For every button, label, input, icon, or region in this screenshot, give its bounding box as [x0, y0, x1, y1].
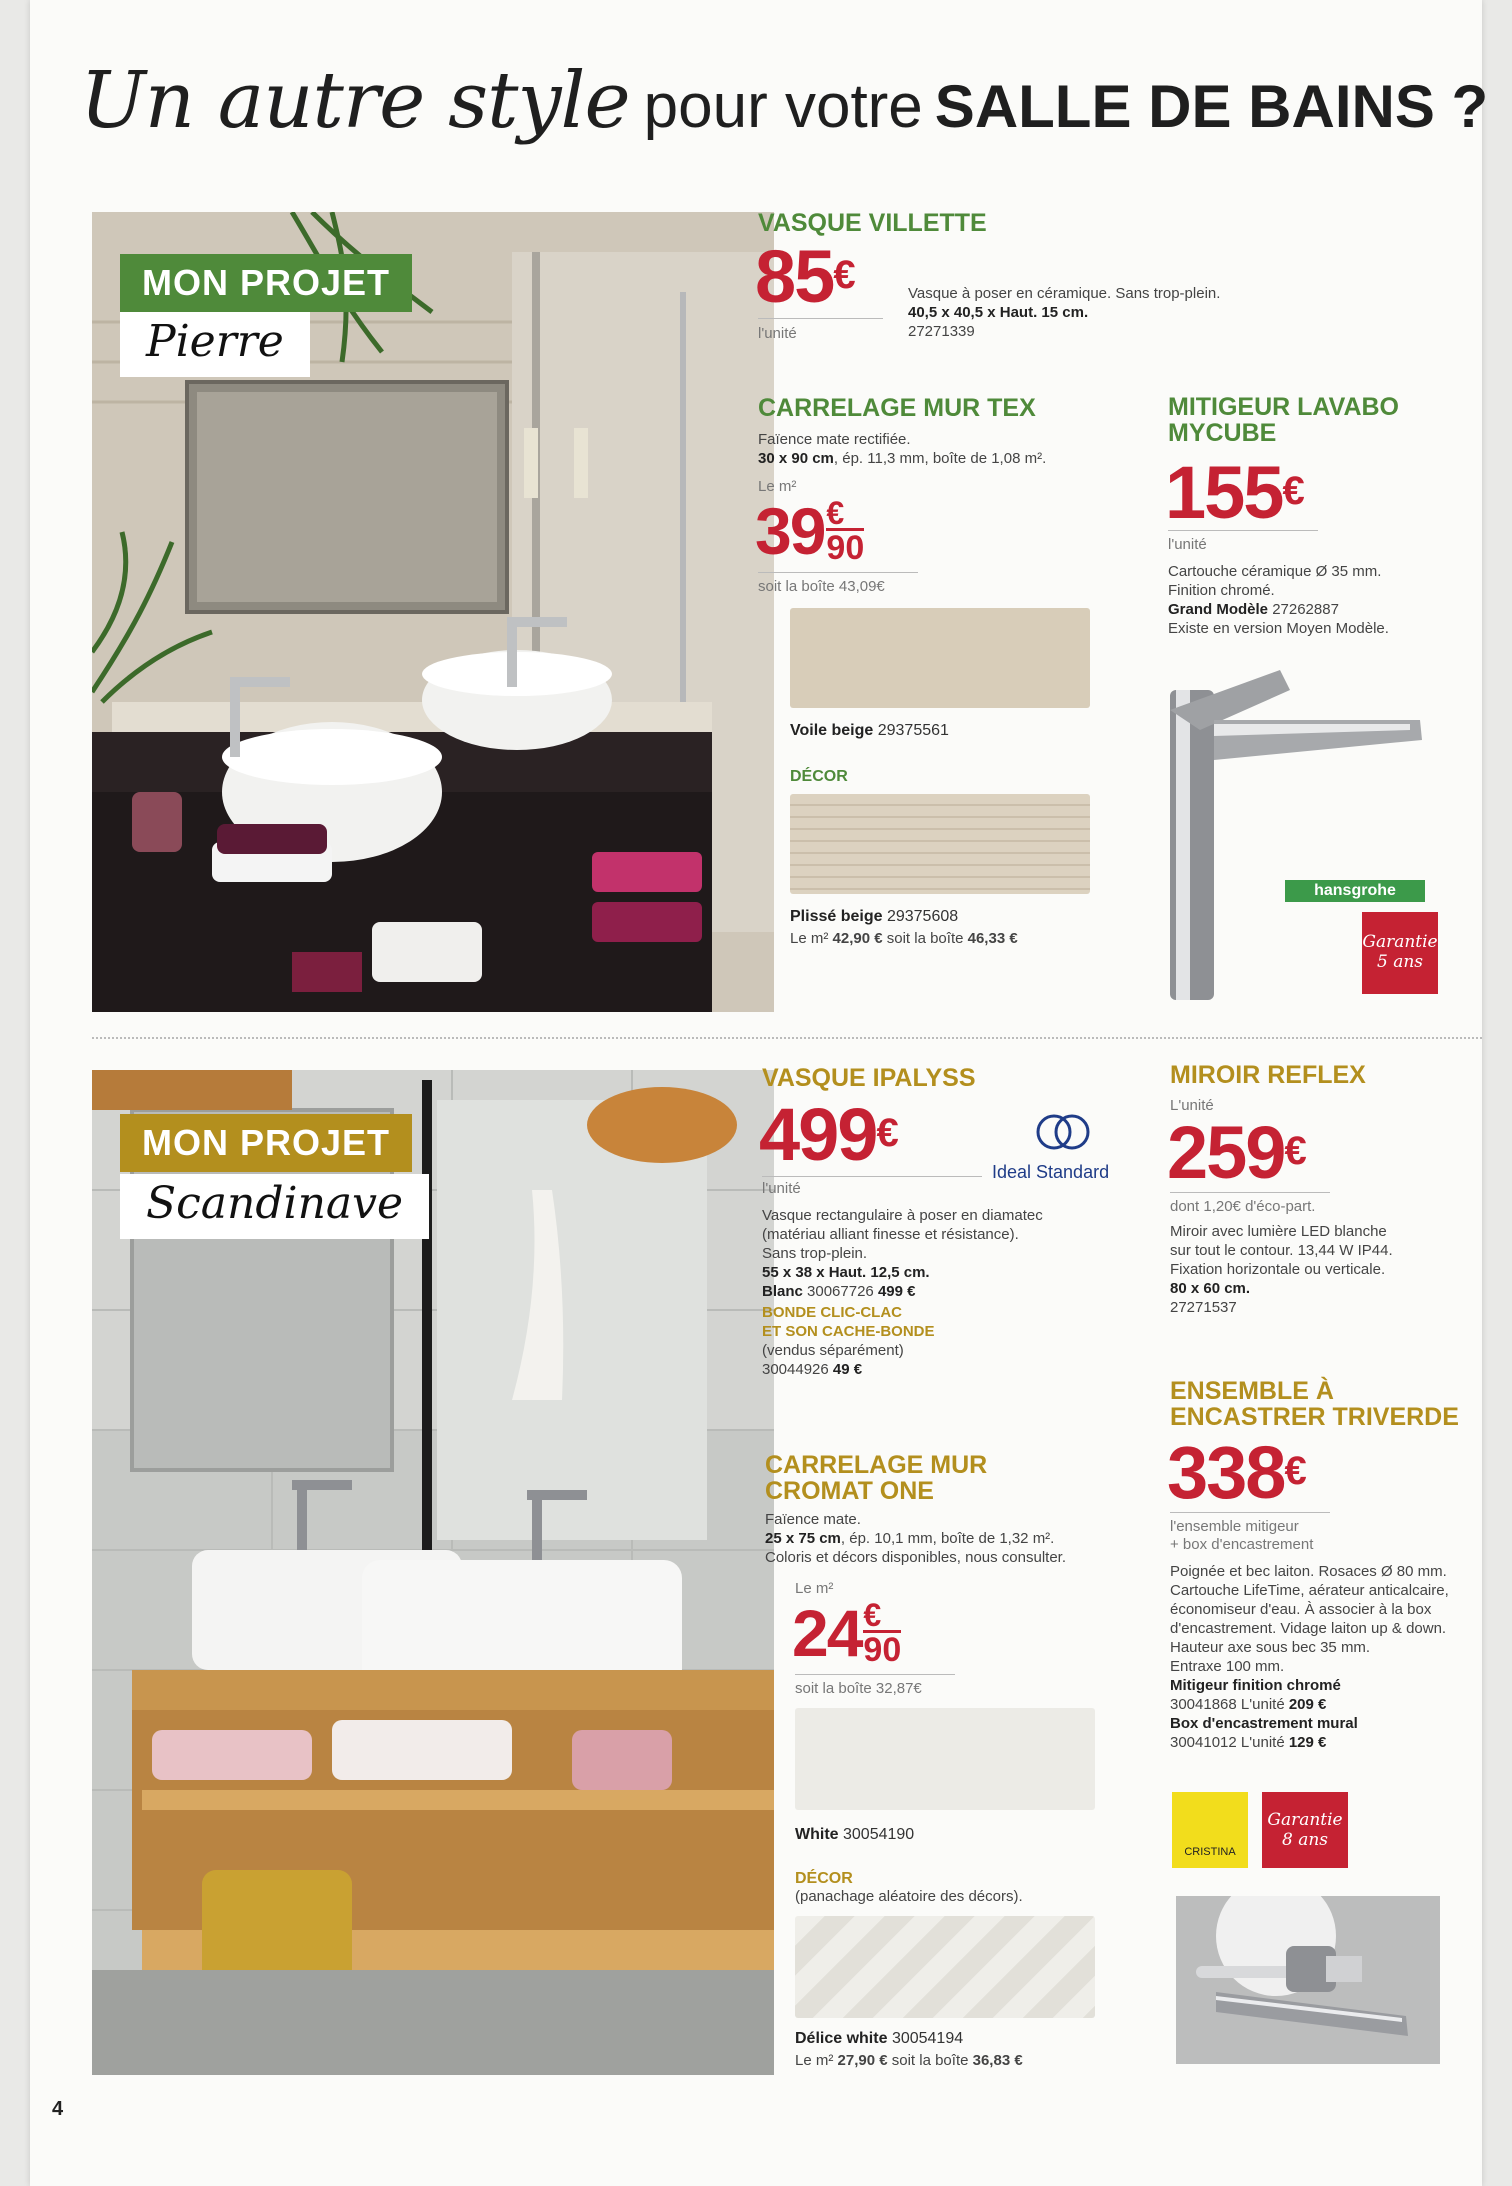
ensemble-triverde-price-value: 338 — [1167, 1431, 1285, 1514]
vasque-ipalyss-currency: € — [876, 1111, 897, 1155]
guarantee-5-text: Garantie 5 ans — [1362, 932, 1438, 972]
miroir-reflex-desc2: sur tout le contour. 13,44 W IP44. — [1170, 1242, 1393, 1259]
project-pierre-banner: MON PROJET — [120, 254, 412, 312]
vasque-villette-dimensions: 40,5 x 40,5 x Haut. 15 cm. — [908, 304, 1089, 321]
bonde-ref: 30044926 — [762, 1361, 829, 1378]
project-scandinave-banner: MON PROJET — [120, 1114, 412, 1172]
title-bold: SALLE DE BAINS ? — [934, 73, 1489, 140]
vasque-ipalyss-ref: 30067726 — [807, 1283, 874, 1300]
tile-delice-white-swatch — [795, 1916, 1095, 2018]
miroir-reflex-separator — [1170, 1192, 1330, 1193]
ensemble-triverde-desc10 — [1170, 1733, 1490, 1752]
tile-delice-white-box-price: 36,83 € — [972, 2052, 1023, 2069]
page-number: 4 — [52, 2098, 64, 2120]
miroir-reflex-desc — [1170, 1222, 1470, 1317]
carrelage-tex-cents: 90 — [826, 529, 865, 567]
vasque-ipalyss-desc5 — [762, 1282, 1122, 1301]
cristina-logo-text: CRISTINA — [1184, 1846, 1236, 1858]
tile-delice-white-price — [795, 2052, 1023, 2069]
carrelage-cromat-size-rest: , ép. 10,1 mm, boîte de 1,32 m². — [840, 1530, 1055, 1547]
ideal-standard-logo-icon — [1030, 1110, 1096, 1154]
vasque-ipalyss-desc1: Vasque rectangulaire à poser en diamatec — [762, 1207, 1043, 1224]
ensemble-mitigeur-label: Mitigeur finition chromé — [1170, 1677, 1341, 1694]
vasque-villette-desc — [908, 284, 1288, 341]
tile-plisse-beige-per-m2: Le m² — [790, 930, 829, 947]
cristina-logo — [1172, 1792, 1248, 1868]
carrelage-tex-desc — [758, 430, 1118, 468]
tile-plisse-beige-swatch — [790, 794, 1090, 894]
miroir-reflex-currency: € — [1284, 1129, 1305, 1173]
ensemble-triverde-desc5: Hauteur axe sous bec 35 mm. — [1170, 1639, 1371, 1656]
tile-delice-white-per-m2: Le m² — [795, 2052, 834, 2069]
carrelage-cromat-size: 25 x 75 cm — [765, 1530, 841, 1547]
carrelage-cromat-desc1: Faïence mate. — [765, 1511, 861, 1528]
hansgrohe-logo: hansgrohe — [1285, 880, 1425, 902]
carrelage-tex-price-cents-block — [826, 495, 865, 567]
miroir-reflex-desc3: Fixation horizontale ou verticale. — [1170, 1261, 1386, 1278]
miroir-reflex-unit: L'unité — [1170, 1097, 1214, 1114]
bonde-line3: (vendus séparément) — [762, 1342, 904, 1359]
tile-plisse-beige-name: Plissé beige — [790, 908, 883, 925]
project-pierre-photo — [92, 212, 774, 1012]
vasque-ipalyss-desc4 — [762, 1263, 1122, 1282]
ensemble-box-unit: L'unité — [1240, 1734, 1285, 1751]
carrelage-tex-price — [755, 494, 865, 568]
carrelage-cromat-title: CARRELAGE MUR CROMAT ONE — [765, 1451, 988, 1505]
vasque-villette-ref: 27271339 — [908, 323, 975, 340]
carrelage-cromat-currency: € — [863, 1597, 882, 1633]
ensemble-mitigeur-unit: L'unité — [1240, 1696, 1285, 1713]
carrelage-tex-separator — [758, 572, 918, 573]
carrelage-cromat-price-int: 24 — [792, 1596, 862, 1670]
mitigeur-mycube-price-value: 155 — [1165, 451, 1283, 534]
carrelage-tex-size-rest: , ép. 11,3 mm, boîte de 1,08 m². — [833, 450, 1047, 467]
tile-white-name: White — [795, 1826, 839, 1843]
ideal-standard-brand: Ideal Standard — [992, 1162, 1110, 1182]
tile-white-swatch — [795, 1708, 1095, 1810]
carrelage-cromat-cents: 90 — [863, 1631, 902, 1669]
ensemble-triverde-unit — [1170, 1518, 1313, 1554]
carrelage-tex-per-m2: Le m² — [758, 478, 797, 495]
ensemble-triverde-desc1: Poignée et bec laiton. Rosaces Ø 80 mm. — [1170, 1563, 1447, 1580]
carrelage-cromat-separator — [795, 1674, 955, 1675]
vasque-ipalyss-title: VASQUE IPALYSS — [762, 1064, 976, 1092]
guarantee-8-badge — [1262, 1792, 1348, 1868]
ensemble-triverde-desc3: économiseur d'eau. À associer à la box — [1170, 1601, 1432, 1618]
vasque-ipalyss-desc3: Sans trop-plein. — [762, 1245, 868, 1262]
tile-white-label — [795, 1826, 914, 1844]
vasque-ipalyss-unit: l'unité — [762, 1180, 801, 1197]
tile-plisse-beige-m2-price: 42,90 € — [832, 930, 883, 947]
guarantee-5-badge — [1362, 912, 1438, 994]
tile-voile-beige-ref: 29375561 — [877, 722, 949, 739]
tile-delice-white-m2-price: 27,90 € — [837, 2052, 888, 2069]
tile-delice-white-name: Délice white — [795, 2030, 888, 2047]
carrelage-tex-decor-label: DÉCOR — [790, 768, 848, 785]
miroir-reflex-desc4 — [1170, 1279, 1470, 1298]
vasque-villette-separator — [758, 318, 883, 319]
carrelage-cromat-price-cents-block — [863, 1597, 902, 1669]
catalog-page — [30, 0, 1489, 2186]
tile-delice-white-ref: 30054194 — [891, 2030, 964, 2047]
ensemble-triverde-title: ENSEMBLE À ENCASTRER TRIVERDE — [1170, 1377, 1459, 1431]
tile-delice-white-label — [795, 2030, 963, 2048]
vasque-villette-desc1: Vasque à poser en céramique. Sans trop-plein. — [908, 285, 1221, 302]
carrelage-cromat-price — [792, 1596, 902, 1670]
project-scandinave-subtitle: Scandinave — [120, 1174, 429, 1239]
vasque-ipalyss-dimensions: 55 x 38 x Haut. 12,5 cm. — [762, 1264, 930, 1281]
carrelage-cromat-decor-label: DÉCOR — [795, 1870, 853, 1887]
vasque-ipalyss-ref-price: 499 € — [877, 1283, 916, 1300]
miroir-reflex-price-value: 259 — [1167, 1111, 1285, 1194]
ensemble-mitigeur-ref: 30041868 — [1170, 1696, 1237, 1713]
ensemble-mitigeur-price: 209 € — [1288, 1696, 1327, 1713]
ensemble-triverde-desc6: Entraxe 100 mm. — [1170, 1658, 1285, 1675]
project-scandinave-photo — [92, 1070, 774, 2075]
section-divider — [92, 1037, 1482, 1039]
carrelage-tex-currency: € — [826, 495, 845, 531]
carrelage-tex-size: 30 x 90 cm — [758, 450, 834, 467]
ensemble-triverde-desc9 — [1170, 1714, 1490, 1733]
vasque-ipalyss-separator — [762, 1176, 982, 1177]
tile-plisse-beige-ref: 29375608 — [886, 908, 959, 925]
vasque-ipalyss-price-value: 499 — [759, 1093, 877, 1176]
carrelage-tex-desc1: Faïence mate rectifiée. — [758, 431, 911, 448]
mitigeur-mycube-model: Grand Modèle — [1168, 601, 1269, 618]
miroir-reflex-size: 80 x 60 cm. — [1170, 1280, 1251, 1297]
miroir-reflex-eco: dont 1,20€ d'éco-part. — [1170, 1198, 1316, 1215]
bonde-line4 — [762, 1360, 1122, 1379]
ensemble-triverde-unit2: + box d'encastrement — [1170, 1536, 1314, 1553]
mitigeur-mycube-desc3 — [1168, 600, 1468, 619]
mitigeur-mycube-currency: € — [1282, 469, 1303, 513]
carrelage-cromat-desc3: Coloris et décors disponibles, nous consulter. — [765, 1549, 1066, 1566]
mitigeur-mycube-desc1: Cartouche céramique Ø 35 mm. — [1168, 563, 1382, 580]
mitigeur-mycube-separator — [1168, 530, 1318, 531]
carrelage-tex-box-price: soit la boîte 43,09€ — [758, 578, 885, 595]
ensemble-box-label: Box d'encastrement mural — [1170, 1715, 1358, 1732]
title-script: Un autre style — [80, 56, 630, 146]
mitigeur-mycube-desc — [1168, 562, 1468, 638]
tile-voile-beige-label — [790, 722, 949, 740]
vasque-villette-unit: l'unité — [758, 325, 797, 342]
bonde-line1: BONDE CLIC-CLAC — [762, 1304, 902, 1321]
tile-plisse-beige-label — [790, 908, 958, 926]
mitigeur-mycube-price — [1165, 451, 1303, 534]
vasque-ipalyss-price — [759, 1093, 897, 1176]
tile-plisse-beige-soit: soit la boîte — [886, 930, 964, 947]
vasque-villette-price — [755, 235, 854, 318]
vasque-ipalyss-desc2: (matériau alliant finesse et résistance). — [762, 1226, 1019, 1243]
tile-plisse-beige-price — [790, 930, 1018, 947]
miroir-reflex-desc1: Miroir avec lumière LED blanche — [1170, 1223, 1387, 1240]
ensemble-box-price: 129 € — [1288, 1734, 1327, 1751]
ensemble-triverde-desc4: d'encastrement. Vidage laiton up & down. — [1170, 1620, 1447, 1637]
ensemble-triverde-desc8 — [1170, 1695, 1490, 1714]
ensemble-triverde-price — [1167, 1431, 1305, 1514]
page-title — [80, 56, 1488, 146]
bonde-line2: ET SON CACHE-BONDE — [762, 1323, 935, 1340]
carrelage-tex-price-int: 39 — [755, 494, 825, 568]
carrelage-cromat-box-price: soit la boîte 32,87€ — [795, 1680, 922, 1697]
bonde-price: 49 € — [832, 1361, 863, 1378]
mitigeur-mycube-desc2: Finition chromé. — [1168, 582, 1275, 599]
carrelage-tex-title: CARRELAGE MUR TEX — [758, 394, 1036, 422]
vasque-villette-title: VASQUE VILLETTE — [758, 209, 987, 237]
ensemble-box-ref: 30041012 — [1170, 1734, 1237, 1751]
ensemble-triverde-desc7 — [1170, 1676, 1490, 1695]
carrelage-cromat-desc — [765, 1510, 1135, 1567]
title-plain: pour votre — [643, 72, 923, 141]
guarantee-8-text: Garantie 8 ans — [1267, 1810, 1343, 1850]
mitigeur-mycube-desc4: Existe en version Moyen Modèle. — [1168, 620, 1389, 637]
ensemble-triverde-desc2: Cartouche LifeTime, aérateur anticalcaire, — [1170, 1582, 1449, 1599]
carrelage-tex-desc2 — [758, 449, 1118, 468]
vasque-villette-desc2 — [908, 303, 1288, 322]
project-pierre-subtitle: Pierre — [120, 312, 310, 377]
tile-white-ref: 30054190 — [843, 1826, 915, 1843]
carrelage-cromat-decor-note: (panachage aléatoire des décors). — [795, 1888, 1023, 1905]
miroir-reflex-ref: 27271537 — [1170, 1299, 1237, 1316]
ensemble-triverde-currency: € — [1284, 1449, 1305, 1493]
mitigeur-mycube-title: MITIGEUR LAVABO MYCUBE — [1168, 393, 1400, 447]
tile-voile-beige-name: Voile beige — [790, 722, 874, 739]
vasque-ipalyss-color: Blanc — [762, 1283, 803, 1300]
mitigeur-mycube-unit: l'unité — [1168, 536, 1207, 553]
ensemble-triverde-unit1: l'ensemble mitigeur — [1170, 1518, 1299, 1535]
tile-plisse-beige-box-price: 46,33 € — [967, 930, 1018, 947]
ensemble-triverde-desc — [1170, 1562, 1490, 1752]
vasque-villette-price-value: 85 — [755, 235, 834, 318]
carrelage-cromat-per-m2: Le m² — [795, 1580, 834, 1597]
tile-voile-beige-swatch — [790, 608, 1090, 708]
ensemble-triverde-separator — [1170, 1512, 1330, 1513]
mitigeur-mycube-ref: 27262887 — [1272, 601, 1339, 618]
tile-delice-white-soit: soit la boîte — [891, 2052, 969, 2069]
vasque-ipalyss-desc — [762, 1206, 1122, 1379]
carrelage-cromat-desc2 — [765, 1529, 1135, 1548]
faucet-triverde-illustration — [1176, 1896, 1440, 2064]
vasque-villette-currency: € — [833, 253, 854, 297]
miroir-reflex-title: MIROIR REFLEX — [1170, 1061, 1366, 1089]
miroir-reflex-price — [1167, 1111, 1305, 1194]
